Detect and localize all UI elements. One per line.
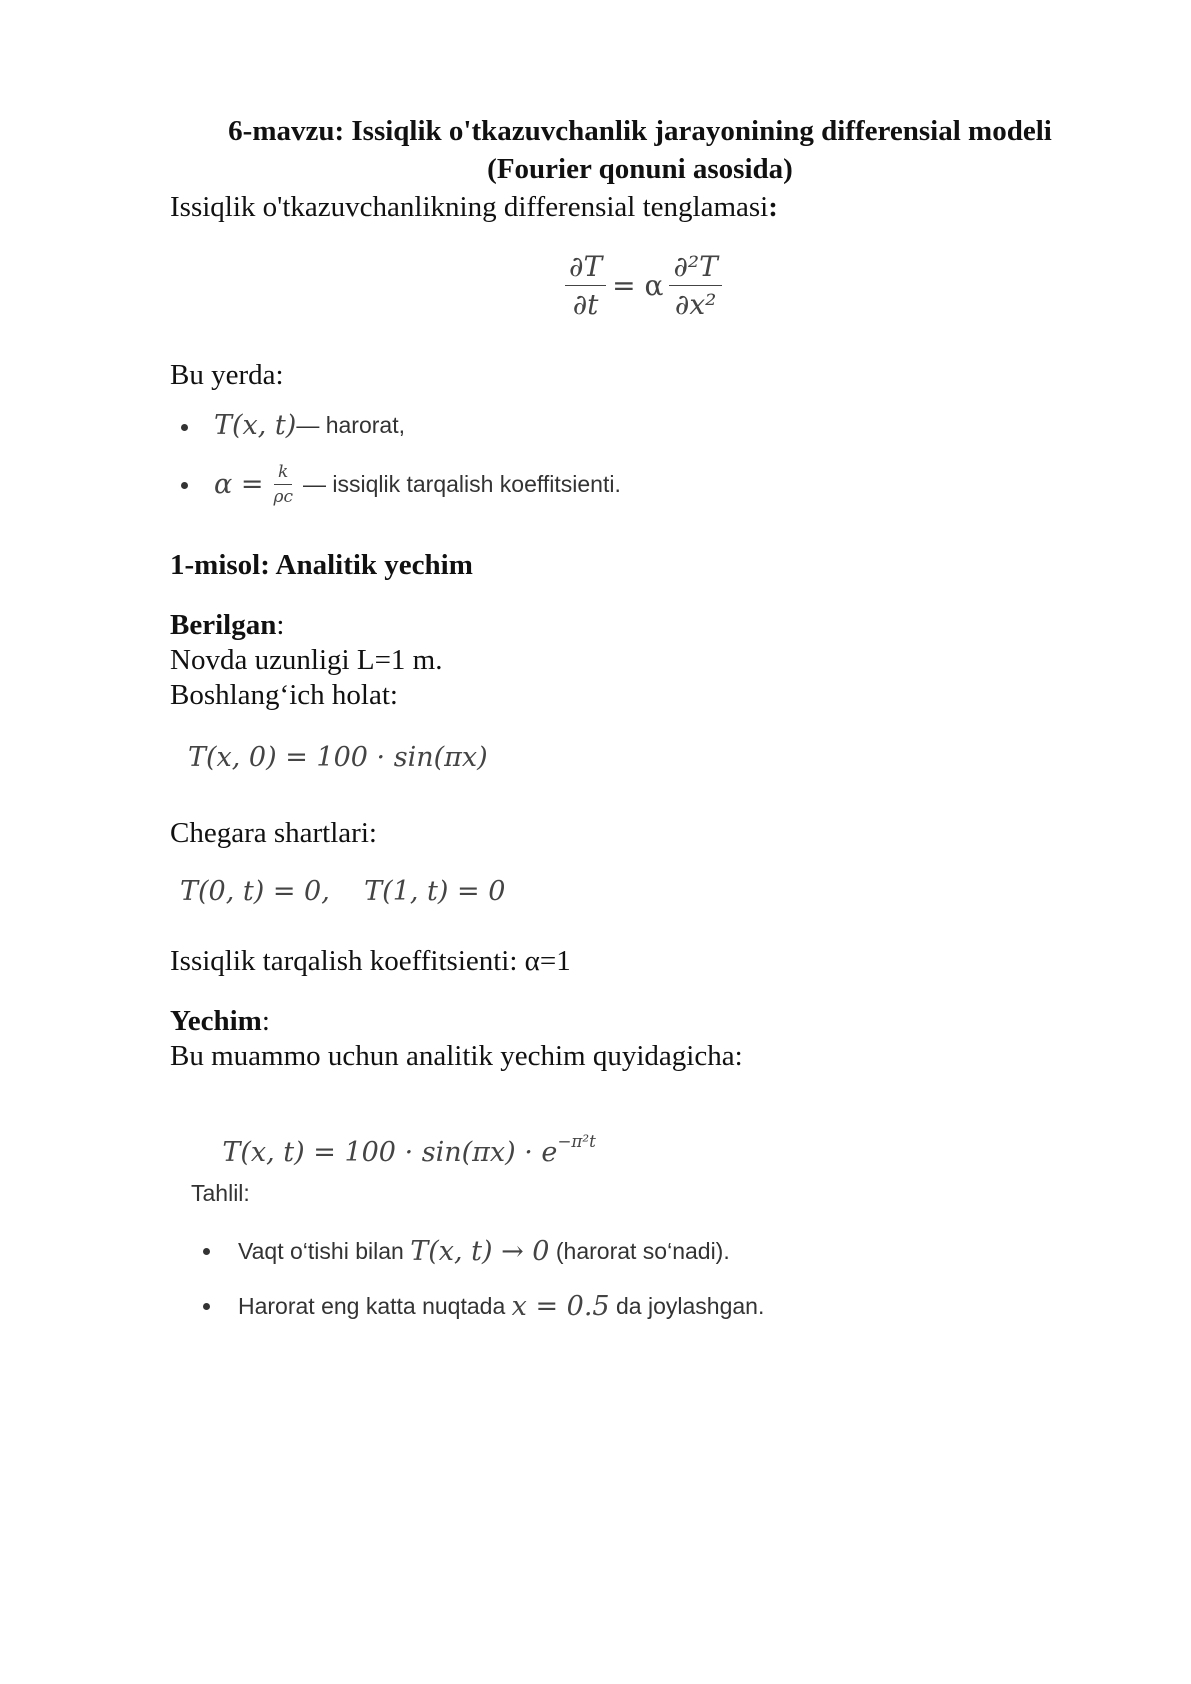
fraction-numerator: k <box>274 462 292 485</box>
definition-text: — issiqlik tarqalish koeffitsienti. <box>302 471 621 497</box>
analysis-item <box>238 1236 730 1267</box>
bullet-icon <box>181 482 188 489</box>
analysis-text-after: da joylashgan. <box>609 1293 765 1319</box>
title-line-2: (Fourier qonuni asosida) <box>487 153 793 185</box>
title-line-1: 6-mavzu: Issiqlik o'tkazuvchanlik jarayonining differensial modeli <box>228 115 1052 147</box>
given-label: Berilgan <box>170 609 277 641</box>
equation-left-numerator: ∂T <box>565 250 606 286</box>
solution-formula-main: T(x, t) = 100 · sin(πx) · e <box>222 1137 558 1168</box>
solution-heading <box>170 1004 270 1038</box>
solution-colon: : <box>261 1005 270 1037</box>
bullet-icon <box>203 1303 210 1310</box>
boundary-conditions-label: Chegara shartlari: <box>170 817 377 849</box>
intro-paragraph <box>170 190 778 224</box>
analysis-text-before: Vaqt o‘tishi bilan <box>238 1238 411 1264</box>
fraction-denominator: ρc <box>273 487 293 507</box>
solution-intro: Bu muammo uchun analitik yechim quyidagicha: <box>170 1040 743 1072</box>
analysis-math: T(x, t) → 0 <box>410 1236 550 1267</box>
analysis-item <box>238 1291 764 1322</box>
intro-colon: : <box>768 191 778 223</box>
equation-right-numerator: ∂²T <box>669 250 721 286</box>
definition-text: — harorat, <box>296 412 405 438</box>
equation-equals-alpha: = α <box>612 269 664 302</box>
bullet-icon <box>181 424 188 431</box>
bullet-icon <box>203 1248 210 1255</box>
equation-right-denominator: ∂x² <box>674 288 717 321</box>
bu-yerda-label: Bu yerda: <box>170 359 284 391</box>
given-heading <box>170 608 284 642</box>
definition-math: T(x, t) <box>214 410 297 441</box>
analysis-text-before: Harorat eng katta nuqtada <box>238 1293 512 1319</box>
definition-math: α = <box>214 469 264 500</box>
given-colon: : <box>276 609 285 641</box>
boundary-conditions-formula: T(0, t) = 0, T(1, t) = 0 <box>180 876 506 907</box>
definition-fraction <box>269 462 297 507</box>
solution-label: Yechim <box>170 1005 262 1037</box>
intro-text: Issiqlik o'tkazuvchanlikning differensial tenglamasi <box>170 191 769 223</box>
analysis-label: Tahlil: <box>191 1180 250 1206</box>
initial-condition-label: Boshlang‘ich holat: <box>170 679 398 711</box>
analysis-text-after: (harorat so‘nadi). <box>549 1238 730 1264</box>
analysis-math: x = 0.5 <box>511 1291 610 1322</box>
solution-formula-exponent: −π²t <box>557 1130 596 1151</box>
equation-left-fraction <box>565 250 606 321</box>
rod-length: Novda uzunligi L=1 m. <box>170 644 443 676</box>
equation-left-denominator: ∂t <box>572 288 599 321</box>
alpha-value: Issiqlik tarqalish koeffitsienti: α=1 <box>170 945 571 977</box>
definition-item <box>214 462 621 507</box>
heat-equation <box>565 250 722 321</box>
initial-condition-formula: T(x, 0) = 100 · sin(πx) <box>188 742 488 773</box>
equation-right-fraction <box>669 250 721 321</box>
definition-item <box>214 410 405 441</box>
page-title <box>190 112 1090 188</box>
example-heading: 1-misol: Analitik yechim <box>170 549 473 581</box>
